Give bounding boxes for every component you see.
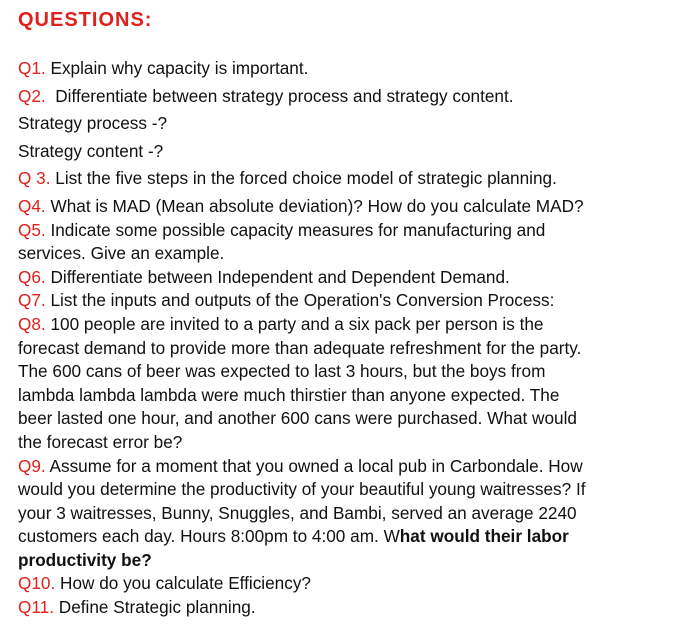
question-text-line: forecast demand to provide more than adequate refreshment for the party. xyxy=(18,337,582,358)
question-text: customers each day. Hours 8:00pm to 4:00 am. W xyxy=(18,526,400,547)
question-text: List the five steps in the forced choice model of strategic planning. xyxy=(50,168,557,189)
question-text: How do you calculate Efficiency? xyxy=(55,573,311,594)
question-text-line: services. Give an example. xyxy=(18,243,225,264)
question-number: Q5. xyxy=(18,219,46,240)
question-text-line: Strategy process -? xyxy=(18,113,168,134)
question-number: Q10. xyxy=(18,573,56,594)
question-text-line: your 3 waitresses, Bunny, Snuggles, and Bambi, served an average 2240 xyxy=(18,502,577,523)
question-text: Define Strategic planning. xyxy=(54,597,256,618)
question-4 xyxy=(18,195,694,219)
question-2 xyxy=(18,85,694,109)
question-text-line: lambda lambda lambda were much thirstier than anyone expected. The xyxy=(18,384,560,405)
questions-document xyxy=(18,6,694,620)
question-text-line: the forecast error be? xyxy=(18,431,183,452)
page-title: QUESTIONS: xyxy=(18,9,153,31)
question-text: What is MAD (Mean absolute deviation)? How do you calculate MAD? xyxy=(45,195,584,216)
question-10 xyxy=(18,572,694,596)
question-number: Q 3. xyxy=(18,168,51,189)
question-text-bold: hat would their labor xyxy=(399,526,569,547)
question-number: Q7. xyxy=(18,290,46,311)
question-5 xyxy=(18,219,694,243)
question-text: Differentiate between Independent and Dependent Demand. xyxy=(45,266,510,287)
question-text: 100 people are invited to a party and a six pack per person is the xyxy=(45,313,544,334)
question-number: Q11. xyxy=(18,597,54,618)
question-number: Q4. xyxy=(18,195,46,216)
question-number: Q6. xyxy=(18,266,46,287)
question-number: Q2. xyxy=(18,85,46,106)
question-text-line-bold: productivity be? xyxy=(18,549,152,570)
question-number: Q9. xyxy=(18,455,46,476)
question-1 xyxy=(18,57,694,81)
question-3 xyxy=(18,167,694,191)
question-text-line: would you determine the productivity of your beautiful young waitresses? If xyxy=(18,479,586,500)
question-number: Q1. xyxy=(18,58,46,78)
question-text: List the inputs and outputs of the Operation's Conversion Process: xyxy=(45,290,555,311)
question-text-line: The 600 cans of beer was expected to last 3 hours, but the boys from xyxy=(18,361,546,382)
question-text: Differentiate between strategy process and strategy content. xyxy=(45,85,514,106)
question-text-line: beer lasted one hour, and another 600 cans were purchased. What would xyxy=(18,408,577,429)
question-11 xyxy=(18,596,694,620)
question-7 xyxy=(18,289,694,313)
question-9 xyxy=(18,455,694,479)
question-text: Explain why capacity is important. xyxy=(45,58,309,78)
question-text-line: Strategy content -? xyxy=(18,140,164,161)
question-6 xyxy=(18,266,694,290)
question-text-line xyxy=(18,525,694,549)
question-text: Assume for a moment that you owned a local pub in Carbondale. How xyxy=(45,455,583,476)
question-number: Q8. xyxy=(18,313,46,334)
question-text: Indicate some possible capacity measures for manufacturing and xyxy=(45,219,546,240)
question-8 xyxy=(18,313,694,337)
